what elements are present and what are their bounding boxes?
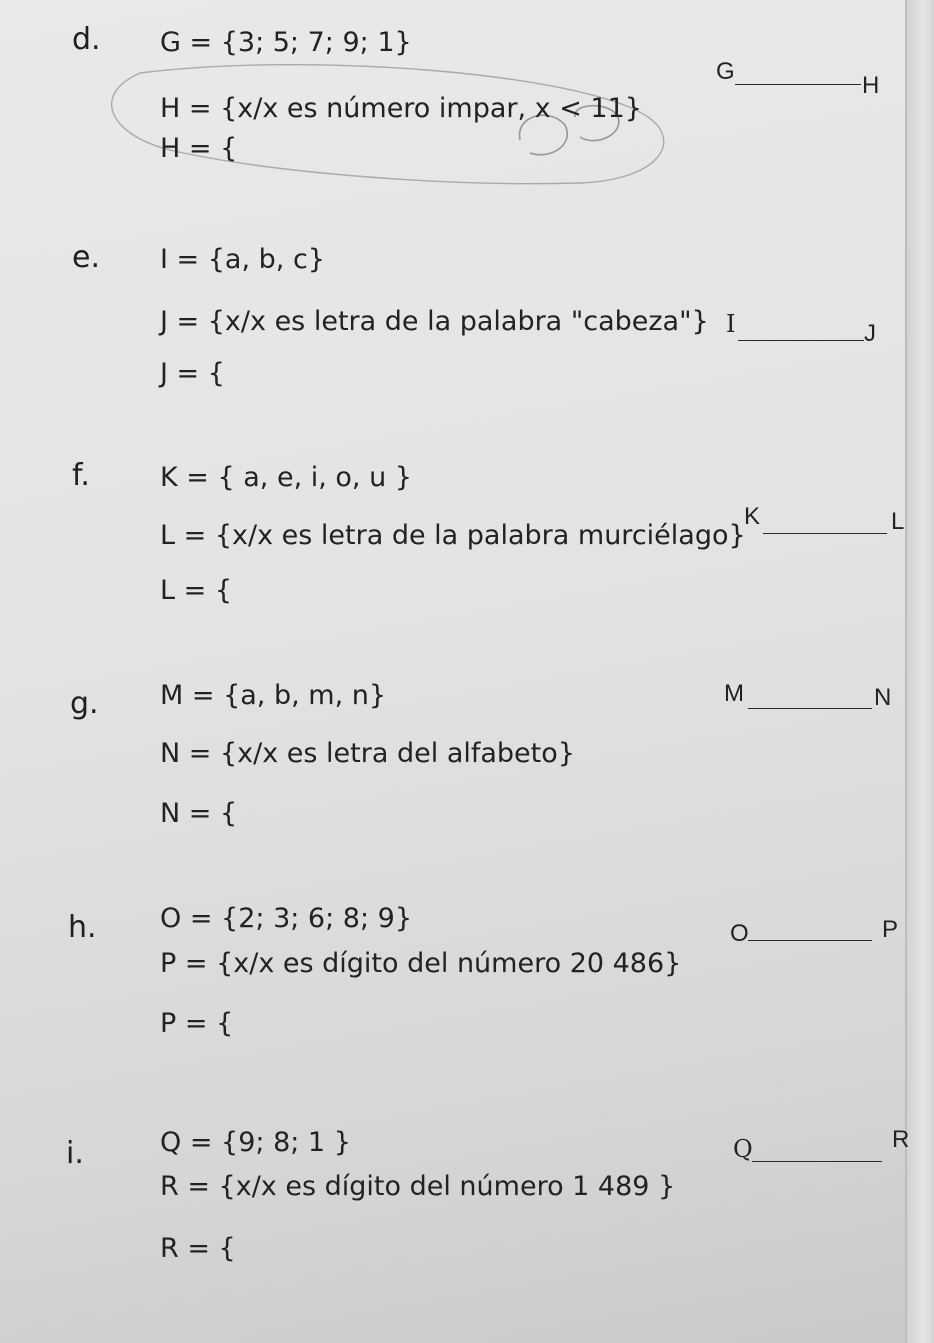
relation-right-letter: N: [874, 684, 892, 711]
exercise-label: f.: [72, 458, 90, 493]
relation-left-letter: M: [724, 680, 744, 707]
set-j-definition: J = {x/x es letra de la palabra "cabeza"}: [160, 306, 709, 337]
set-l-definition: L = {x/x es letra de la palabra murciélago}: [160, 520, 746, 551]
relation-blank[interactable]: [763, 533, 887, 534]
relation-right-letter: P: [882, 916, 899, 943]
relation-right-letter: L: [891, 508, 905, 535]
relation-left-letter: G: [716, 58, 735, 85]
set-r-definition: R = {x/x es dígito del número 1 489 }: [160, 1171, 676, 1202]
relation-left-letter: Q: [733, 1135, 753, 1163]
set-g: G = {3; 5; 7; 9; 1}: [160, 27, 412, 58]
set-p-answer: P = {: [160, 1008, 234, 1039]
set-k: K = { a, e, i, o, u }: [160, 462, 412, 493]
relation-blank[interactable]: [738, 340, 864, 341]
set-n-answer: N = {: [160, 798, 238, 829]
set-j-answer: J = {: [160, 358, 225, 389]
set-l-answer: L = {: [160, 575, 233, 606]
set-h-definition: H = {x/x es número impar, x < 11}: [160, 93, 642, 124]
exercise-label: d.: [72, 22, 101, 57]
relation-blank[interactable]: [748, 708, 872, 709]
relation-right-letter: H: [862, 72, 880, 99]
exercise-label: g.: [70, 686, 99, 721]
set-p-definition: P = {x/x es dígito del número 20 486}: [160, 948, 682, 979]
relation-right-letter: R: [892, 1126, 910, 1153]
pencil-circle-mark: [20, 55, 680, 205]
relation-left-letter: O: [730, 920, 749, 947]
relation-left-letter: I: [726, 310, 736, 338]
set-r-answer: R = {: [160, 1233, 236, 1264]
exercise-label: h.: [68, 910, 97, 945]
exercise-label: i.: [66, 1136, 84, 1171]
relation-left-letter: K: [744, 503, 761, 530]
set-n-definition: N = {x/x es letra del alfabeto}: [160, 738, 575, 769]
set-q: Q = {9; 8; 1 }: [160, 1127, 351, 1158]
relation-blank[interactable]: [748, 940, 872, 941]
set-i: I = {a, b, c}: [160, 244, 325, 275]
relation-blank[interactable]: [752, 1161, 882, 1162]
exercise-label: e.: [72, 240, 100, 275]
relation-right-letter: J: [864, 320, 876, 347]
relation-blank[interactable]: [735, 84, 861, 85]
set-o: O = {2; 3; 6; 8; 9}: [160, 903, 413, 934]
set-m: M = {a, b, m, n}: [160, 680, 387, 711]
page-edge: [905, 0, 934, 1343]
set-h-answer: H = {: [160, 133, 238, 164]
